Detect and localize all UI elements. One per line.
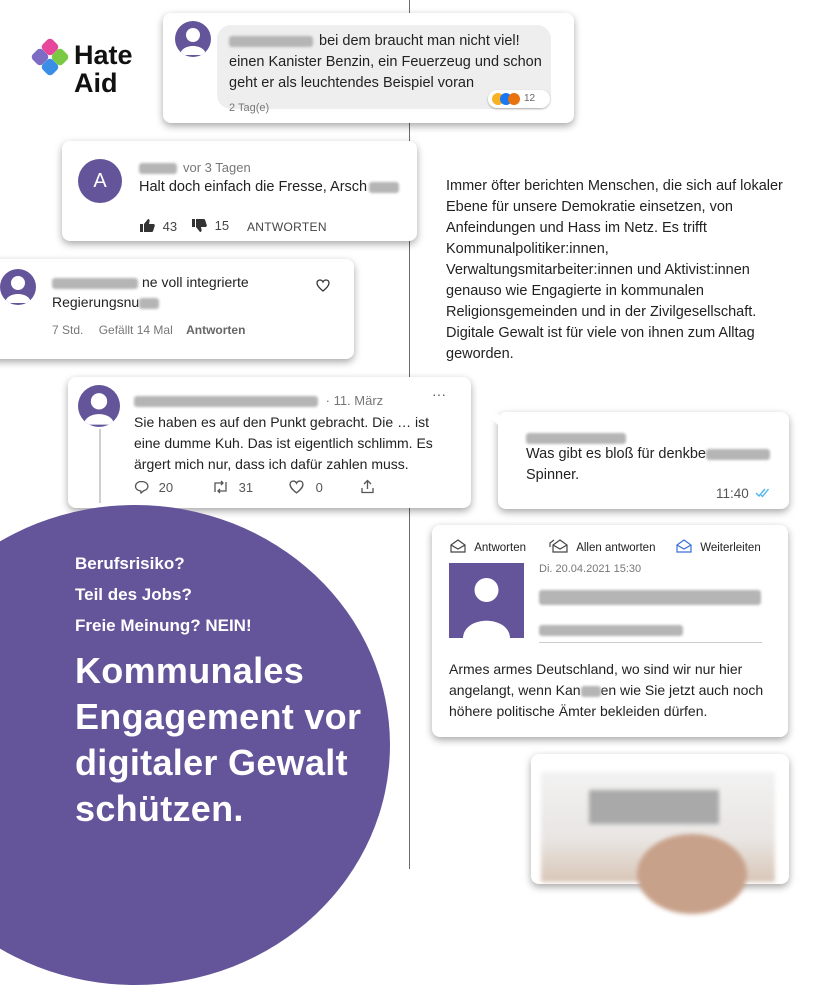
avatar: A <box>78 159 122 203</box>
comment-time: 2 Tag(e) <box>229 102 270 114</box>
retweet-count: 31 <box>238 480 254 495</box>
comment-card-3 <box>0 259 354 359</box>
avatar <box>0 269 36 305</box>
forward-label: Weiterleiten <box>700 542 761 554</box>
blurred-username <box>134 396 318 407</box>
thread-line <box>99 429 101 503</box>
like-count: 0 <box>315 480 323 495</box>
blurred-word <box>369 182 399 193</box>
avatar <box>175 21 211 57</box>
reply-button[interactable]: Antworten <box>186 323 246 337</box>
blurred-word <box>581 686 601 697</box>
tweet-text: Sie haben es auf den Punkt gebracht. Die … ist eine dumme Kuh. Das ist eigentlich schlimm. Es ärgert mich nur, dass ich dafür zahlen muss. <box>134 414 433 472</box>
retweet-button[interactable] <box>212 480 253 495</box>
forward-mail-icon <box>675 539 693 553</box>
like-button[interactable] <box>139 218 177 234</box>
like-button[interactable] <box>289 480 323 495</box>
reply-button[interactable] <box>134 480 173 495</box>
blurred-subject <box>539 625 683 636</box>
message-text-a: Was gibt es bloß für denkbe <box>526 446 706 462</box>
logo-line-2: Aid <box>74 68 118 98</box>
bubble-tail <box>487 414 499 426</box>
email-body-a: Armes armes Deutschland, wo sind wir nur hier angelangt, wenn Kan <box>449 661 743 698</box>
person-icon <box>175 21 211 57</box>
message-text-b: Spinner. <box>526 467 580 483</box>
angry-emoji-icon <box>508 93 520 105</box>
reply-label: Antworten <box>474 542 526 554</box>
question-3: Freie Meinung? NEIN! <box>75 616 252 635</box>
blurred-word <box>139 298 159 309</box>
double-check-icon <box>755 488 771 498</box>
intro-paragraph: Immer öfter berichten Menschen, die sich auf lokaler Ebene für unsere Demokratie einsetzen, von Anfeindungen und Hass im Netz. Es trifft Kommunalpolitiker:innen, Verwaltungsmitarbeiter:innen und Aktivist:innen genauso wie Engagierte in kommunalen Religionsgemeinden und in der Zivilgesellschaft. Digitale Gewalt ist für viele von ihnen zum Alltag geworden. <box>446 178 783 362</box>
avatar <box>78 385 120 427</box>
email-date: Di. 20.04.2021 15:30 <box>539 563 642 575</box>
message-time: 11:40 <box>716 486 749 501</box>
comment-text-b: Regierungsnu <box>52 294 140 310</box>
comment-time: vor 3 Tagen <box>183 160 251 175</box>
tweet-date: · 11. März <box>325 393 384 408</box>
comment-icon <box>134 480 149 494</box>
heart-button[interactable] <box>316 279 330 297</box>
like-count: 43 <box>162 219 178 234</box>
blurred-post-card <box>531 754 789 884</box>
question-1: Berufsrisiko? <box>75 554 185 573</box>
reply-count: 20 <box>158 480 174 495</box>
share-icon <box>360 479 375 494</box>
reply-all-label: Allen antworten <box>576 542 656 554</box>
tweet-card <box>68 377 471 508</box>
comment-card-2 <box>62 141 417 241</box>
retweet-icon <box>212 480 229 494</box>
dislike-button[interactable] <box>191 218 229 233</box>
sender-avatar <box>449 563 524 638</box>
reply-mail-icon <box>449 539 467 553</box>
comment-text: bei dem braucht man nicht viel! einen Kanister Benzin, ein Feuerzeug und schon geht er als leuchtendes Beispiel voran <box>229 33 542 91</box>
share-button[interactable] <box>360 479 375 499</box>
reaction-count: 12 <box>524 93 536 104</box>
header-separator <box>539 642 762 643</box>
dislike-count: 15 <box>214 218 230 233</box>
heart-icon <box>289 480 304 494</box>
heart-icon <box>316 279 330 292</box>
reply-all-button[interactable] <box>549 539 655 554</box>
person-icon <box>78 385 120 427</box>
blurred-username <box>139 163 177 174</box>
email-body-b: en wie Sie jetzt auch noch höhere politische Ämter bekleiden dürfen. <box>449 682 764 719</box>
like-count[interactable]: Gefällt 14 Mal <box>98 323 173 337</box>
reply-button[interactable] <box>449 539 526 554</box>
hateaid-logo <box>30 35 150 105</box>
more-options-icon[interactable]: ··· <box>432 386 446 402</box>
comment-time: 7 Std. <box>52 323 84 337</box>
comment-text: Halt doch einfach die Fresse, Arsch <box>139 179 368 195</box>
person-icon <box>0 269 36 305</box>
comment-card-1 <box>163 13 574 123</box>
blurred-username <box>229 36 313 47</box>
question-2: Teil des Jobs? <box>75 585 192 604</box>
comment-text-a: ne voll integrierte <box>142 274 249 290</box>
headline: Kommunales Engagement vor digitaler Gewalt schützen. <box>75 650 362 829</box>
logo-mark-icon <box>30 37 70 77</box>
reply-all-mail-icon <box>549 539 569 553</box>
thumbs-up-icon <box>139 218 155 233</box>
person-icon <box>449 563 524 638</box>
logo-line-1: Hate <box>74 40 133 70</box>
email-card <box>432 525 788 737</box>
blurred-photo <box>541 772 775 882</box>
chat-message-card <box>498 412 789 509</box>
blurred-word <box>706 449 770 460</box>
forward-button[interactable] <box>675 539 761 554</box>
blurred-email-address <box>539 590 761 605</box>
reply-button[interactable]: ANTWORTEN <box>247 220 327 234</box>
reactions-badge[interactable] <box>488 90 550 108</box>
thumbs-down-icon <box>191 218 207 233</box>
blurred-username <box>52 278 138 289</box>
blurred-sender <box>526 433 626 444</box>
